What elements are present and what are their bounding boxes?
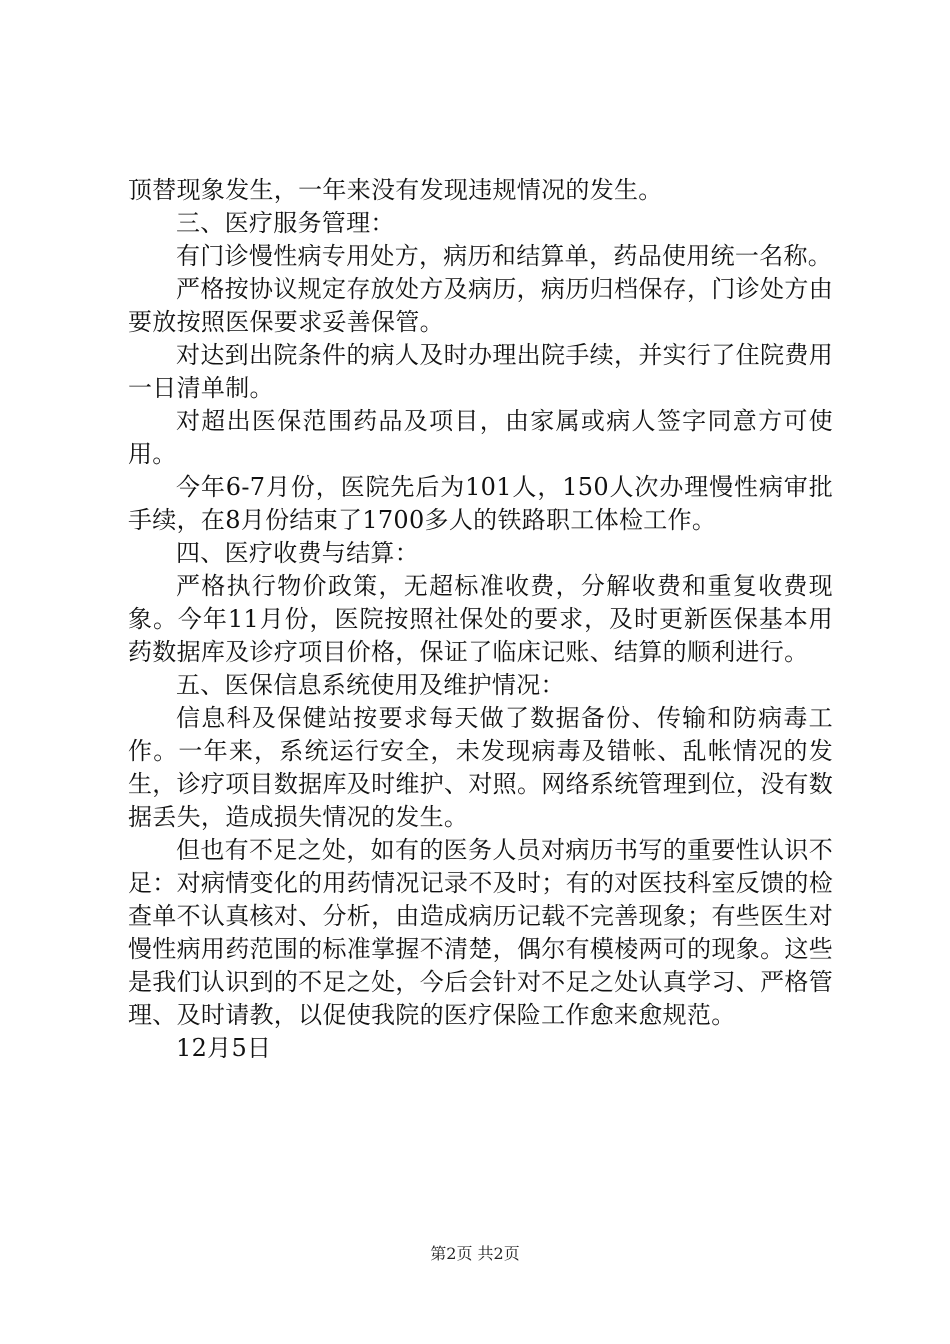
section-heading-fees-settlement: 四、医疗收费与结算： [176,539,419,567]
section-heading-medical-service: 三、医疗服务管理： [176,209,395,237]
document-date: 12月5日 [176,1034,272,1062]
paragraph: 严格按协议规定存放处方及病历，病历归档保存，门诊处方由要放按照医保要求妥善保管。 [128,275,833,336]
paragraph-continuation: 顶替现象发生，一年来没有发现违规情况的发生。 [128,176,663,204]
paragraph: 信息科及保健站按要求每天做了数据备份、传输和防病毒工作。一年来，系统运行安全，未发现病毒及错帐、乱帐情况的发生，诊疗项目数据库及时维护、对照。网络系统管理到位，没有数据丢失，造成损失情况的发生。 [128,704,833,831]
page-number-label: 第2页 共2页 [430,1244,520,1263]
paragraph: 今年6-7月份，医院先后为101人，150人次办理慢性病审批手续，在8月份结束了1700多人的铁路职工体检工作。 [128,473,833,534]
paragraph: 但也有不足之处，如有的医务人员对病历书写的重要性认识不足：对病情变化的用药情况记录不及时；有的对医技科室反馈的检查单不认真核对、分析，由造成病历记载不完善现象；有些医生对慢性病用药范围的标准掌握不清楚，偶尔有模棱两可的现象。这些是我们认识到的不足之处，今后会针对不足之处认真学习、严格管理、及时请教，以促使我院的医疗保险工作愈来愈规范。 [128,836,833,1029]
paragraph: 严格执行物价政策，无超标准收费，分解收费和重复收费现象。今年11月份，医院按照社保处的要求，及时更新医保基本用药数据库及诊疗项目价格，保证了临床记账、结算的顺利进行。 [128,572,833,666]
paragraph: 有门诊慢性病专用处方，病历和结算单，药品使用统一名称。 [176,242,833,270]
section-heading-information-system: 五、医保信息系统使用及维护情况： [176,671,565,699]
page-footer [0,1244,950,1264]
paragraph: 对超出医保范围药品及项目，由家属或病人签字同意方可使用。 [128,407,833,468]
document-body [128,174,833,1065]
paragraph: 对达到出院条件的病人及时办理出院手续，并实行了住院费用一日清单制。 [128,341,833,402]
